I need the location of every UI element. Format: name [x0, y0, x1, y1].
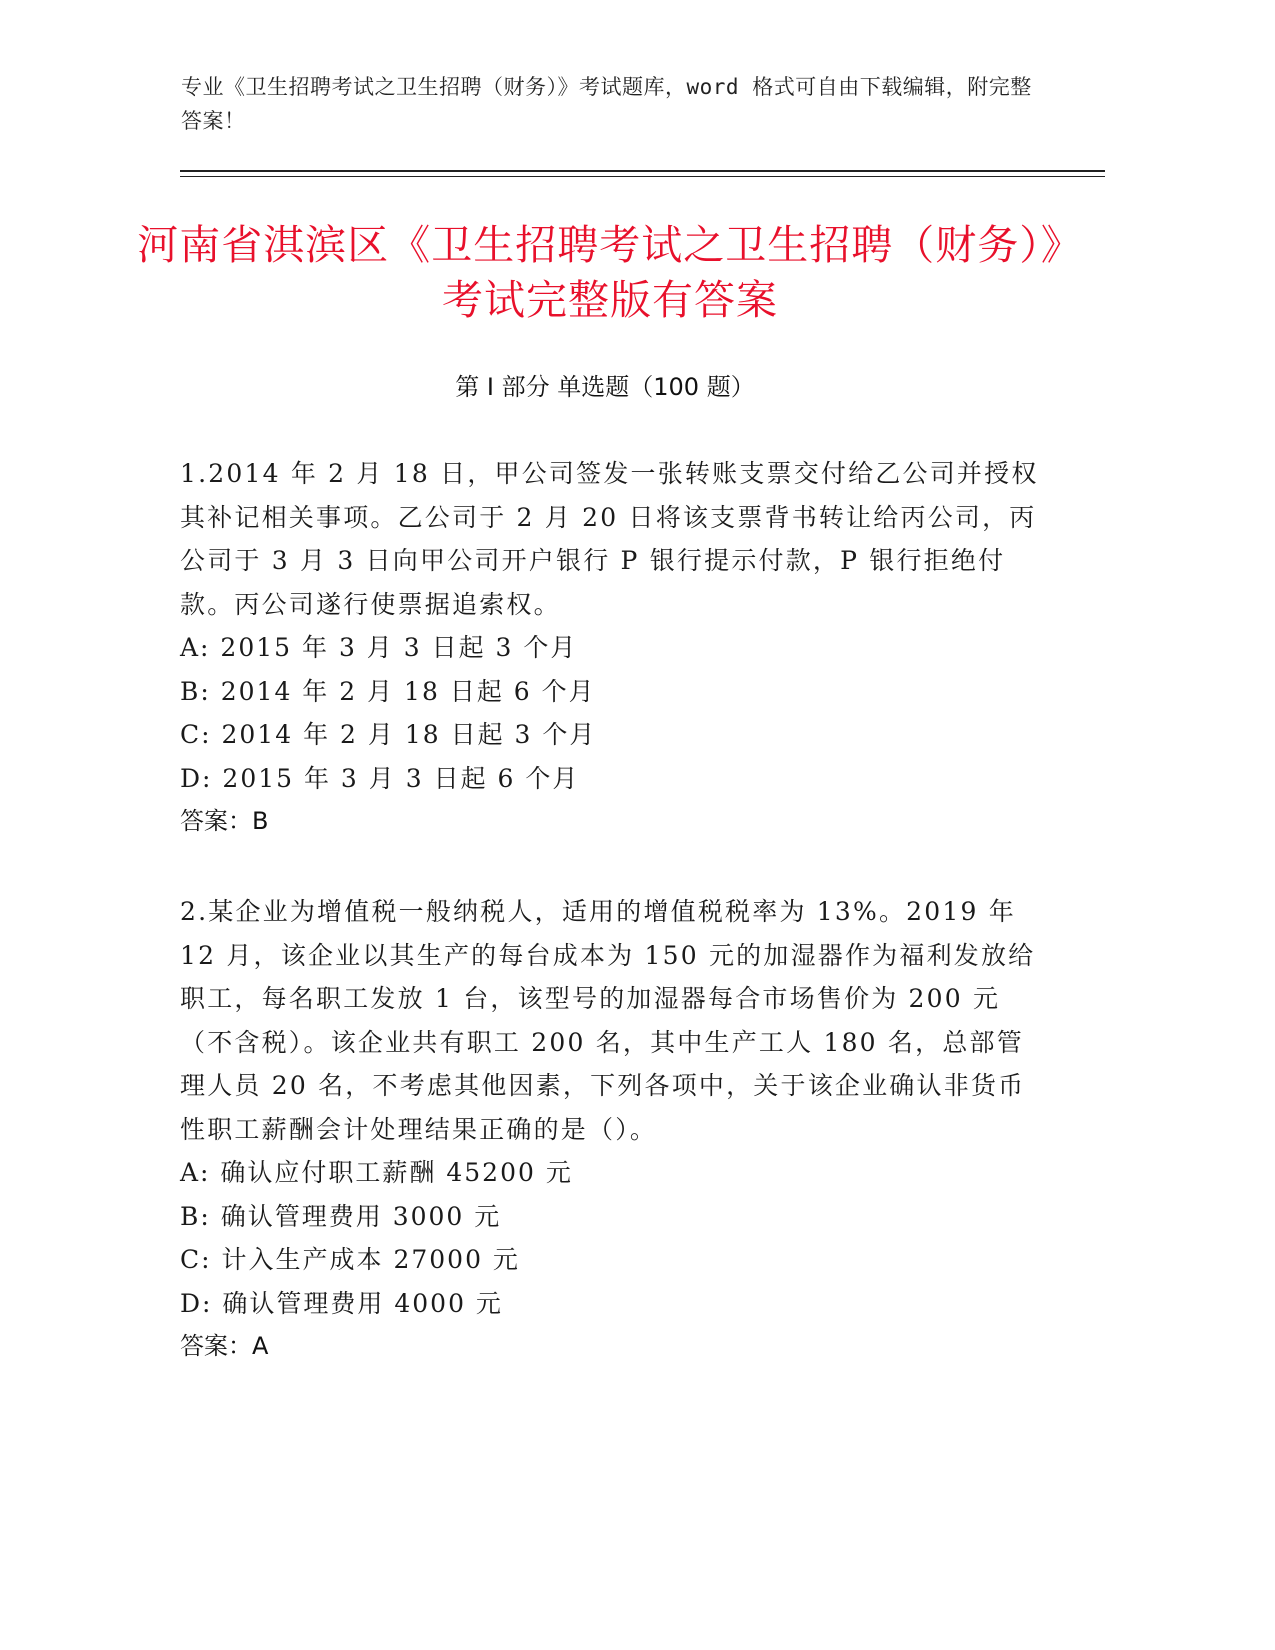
question-answer: 答案：A — [180, 1332, 269, 1360]
section-heading: 第 I 部分 单选题（100 题） — [455, 373, 755, 401]
question-option-b: B: 确认管理费用 3000 元 — [180, 1201, 502, 1231]
question-option-a: A: 确认应付职工薪酬 45200 元 — [180, 1158, 573, 1187]
question-stem: 2.某企业为增值税一般纳税人，适用的增值税税率为 13%。2019 年 12 月，该企业以其生产的每台成本为 150 元的加湿器作为福利发放给职工，每名职工发放 1 台，该型号的加湿器每合市场售价为 200 元（不含税）。该企业共有职工 200 名，其中生产工人 180 名，总部管理人员 20 名，不考虑其他因素，下列各项中，关于该企业确认非货币性职工薪酬会计处理结果正确的是（）。 — [180, 897, 1036, 1144]
question-option-d: D: 2015 年 3 月 3 日起 6 个月 — [180, 763, 580, 793]
header-divider-thick — [180, 170, 1105, 172]
question-answer: 答案：B — [180, 807, 269, 835]
question-option-c: C: 2014 年 2 月 18 日起 3 个月 — [180, 720, 597, 749]
question-option-d: D: 确认管理费用 4000 元 — [180, 1288, 503, 1318]
question-option-b: B: 2014 年 2 月 18 日起 6 个月 — [180, 676, 596, 706]
question-option-c: C: 计入生产成本 27000 元 — [180, 1245, 520, 1274]
question-option-a: A: 2015 年 3 月 3 日起 3 个月 — [180, 633, 578, 662]
header-divider-thin — [180, 176, 1105, 177]
header-note: 专业《卫生招聘考试之卫生招聘（财务）》考试题库，word 格式可自由下载编辑，附完整答案！ — [181, 75, 1032, 133]
question-2 — [180, 890, 1040, 1369]
document-title: 河南省淇滨区《卫生招聘考试之卫生招聘（财务）》考试完整版有答案 — [137, 221, 1083, 324]
question-stem: 1.2014 年 2 月 18 日，甲公司签发一张转账支票交付给乙公司并授权其补记相关事项。乙公司于 2 月 20 日将该支票背书转让给丙公司，丙公司于 3 月 3 日向甲公司开户银行 P 银行提示付款，P 银行拒绝付款。丙公司遂行使票据追索权。 — [180, 459, 1039, 619]
question-1 — [180, 452, 1040, 844]
